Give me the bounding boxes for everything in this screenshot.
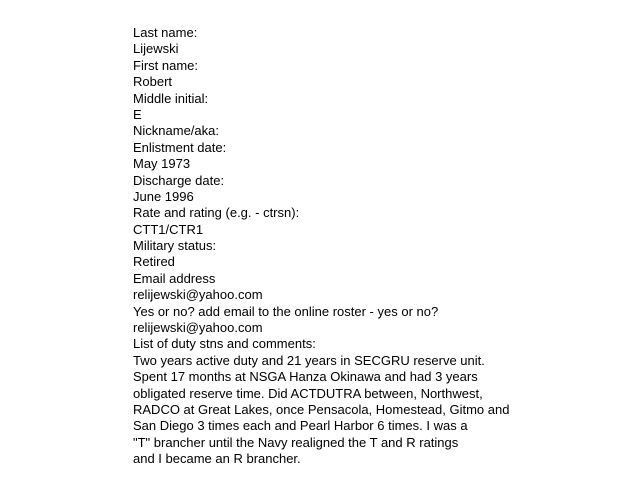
enlistment-date-value: May 1973 xyxy=(133,156,191,172)
nickname-label: Nickname/aka: xyxy=(133,123,219,139)
comments-line: obligated reserve time. Did ACTDUTRA between, Northwest, xyxy=(133,385,483,401)
middle-initial-label: Middle initial: xyxy=(133,90,209,106)
discharge-date-label: Discharge date: xyxy=(133,172,225,188)
rate-rating-value: CTT1/CTR1 xyxy=(133,221,204,237)
last-name-value: Lijewski xyxy=(133,41,179,57)
roster-consent-value: relijewski@yahoo.com xyxy=(133,320,263,336)
enlistment-date-label: Enlistment date: xyxy=(133,139,227,155)
email-address-value: relijewski@yahoo.com xyxy=(133,287,263,303)
roster-consent-label: Yes or no? add email to the online roster - yes or no? xyxy=(133,303,439,319)
military-status-value: Retired xyxy=(133,254,175,270)
comments-line: "T" brancher until the Navy realigned the T and R ratings xyxy=(133,434,459,450)
rate-rating-label: Rate and rating (e.g. - ctrsn): xyxy=(133,205,300,221)
comments-line: RADCO at Great Lakes, once Pensacola, Homestead, Gitmo and xyxy=(133,401,510,417)
last-name-label: Last name: xyxy=(133,25,198,40)
discharge-date-value: June 1996 xyxy=(133,188,194,204)
comments-line: Two years active duty and 21 years in SECGRU reserve unit. xyxy=(133,352,485,368)
comments-line: Spent 17 months at NSGA Hanza Okinawa and had 3 years xyxy=(133,369,478,385)
middle-initial-value: E xyxy=(133,106,142,122)
first-name-value: Robert xyxy=(133,74,173,90)
comments-line: and I became an R brancher. xyxy=(133,451,301,467)
comments-line: San Diego 3 times each and Pearl Harbor 6 times. I was a xyxy=(133,418,468,434)
military-status-label: Military status: xyxy=(133,238,217,254)
comments-label: List of duty stns and comments: xyxy=(133,336,316,352)
record-text-block xyxy=(133,25,533,468)
email-address-label: Email address xyxy=(133,270,216,286)
first-name-label: First name: xyxy=(133,57,199,73)
